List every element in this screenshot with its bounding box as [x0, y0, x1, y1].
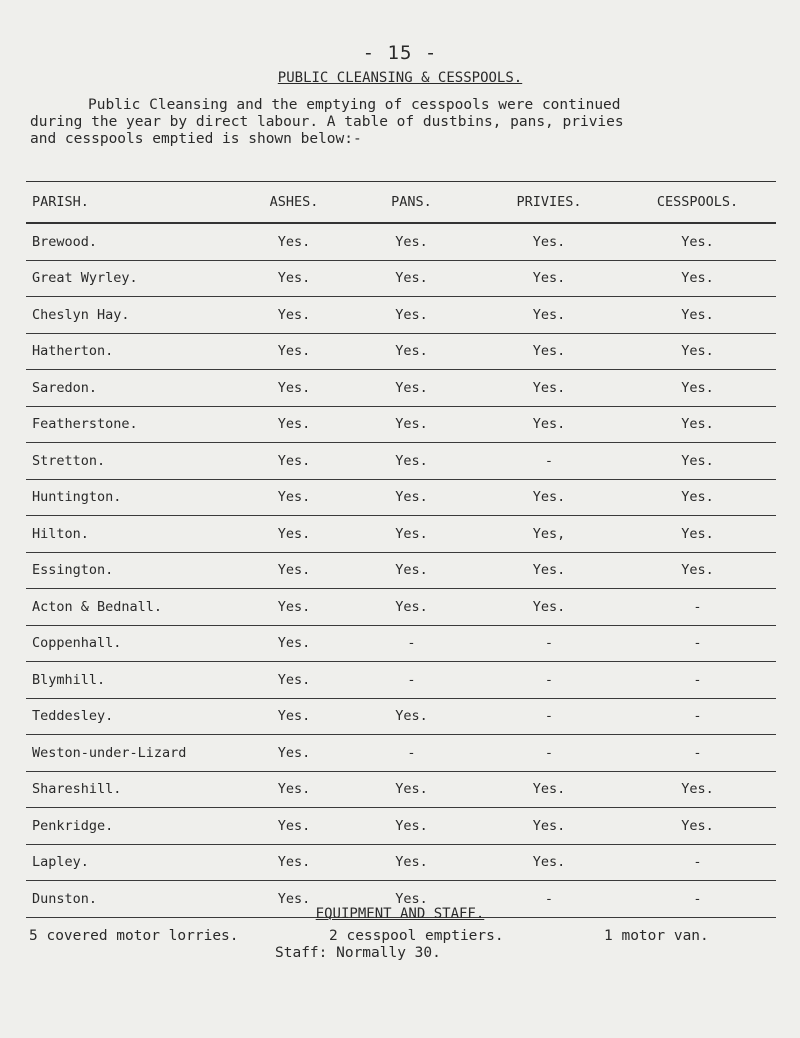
cell-ashes: Yes.: [244, 260, 344, 297]
cell-cesspools: Yes.: [619, 808, 776, 845]
cell-pans: Yes.: [344, 297, 479, 334]
cell-ashes: Yes.: [244, 333, 344, 370]
cell-privies: -: [479, 625, 619, 662]
table-row: [26, 333, 776, 370]
cell-pans: Yes.: [344, 516, 479, 553]
cell-cesspools: Yes.: [619, 260, 776, 297]
table-row: [26, 844, 776, 881]
cell-pans: Yes.: [344, 479, 479, 516]
cell-parish: Brewood.: [26, 223, 244, 260]
cell-ashes: Yes.: [244, 297, 344, 334]
cell-pans: Yes.: [344, 771, 479, 808]
cell-ashes: Yes.: [244, 370, 344, 407]
cell-pans: -: [344, 625, 479, 662]
cell-parish: Featherstone.: [26, 406, 244, 443]
cell-cesspools: Yes.: [619, 406, 776, 443]
table-row: [26, 223, 776, 260]
cell-parish: Coppenhall.: [26, 625, 244, 662]
cell-ashes: Yes.: [244, 771, 344, 808]
cell-privies: Yes.: [479, 297, 619, 334]
cell-cesspools: Yes.: [619, 370, 776, 407]
cell-parish: Cheslyn Hay.: [26, 297, 244, 334]
header-cesspools: CESSPOOLS.: [619, 182, 776, 224]
table-body: [26, 223, 776, 917]
intro-line: and cesspools emptied is shown below:-: [30, 131, 362, 147]
table-row: [26, 370, 776, 407]
cell-parish: Great Wyrley.: [26, 260, 244, 297]
cell-privies: Yes,: [479, 516, 619, 553]
cell-ashes: Yes.: [244, 662, 344, 699]
cell-pans: Yes.: [344, 223, 479, 260]
section-heading: PUBLIC CLEANSING & CESSPOOLS.: [277, 70, 523, 86]
cell-parish: Stretton.: [26, 443, 244, 480]
cell-pans: Yes.: [344, 443, 479, 480]
intro-paragraph: [30, 97, 790, 148]
cell-cesspools: Yes.: [619, 771, 776, 808]
cell-ashes: Yes.: [244, 443, 344, 480]
cell-privies: Yes.: [479, 808, 619, 845]
cell-parish: Huntington.: [26, 479, 244, 516]
cell-ashes: Yes.: [244, 223, 344, 260]
cell-privies: -: [479, 443, 619, 480]
table-row: [26, 260, 776, 297]
cleansing-table: [26, 181, 776, 918]
cell-pans: Yes.: [344, 698, 479, 735]
cell-cesspools: Yes.: [619, 552, 776, 589]
header-pans: PANS.: [344, 182, 479, 224]
cell-cesspools: -: [619, 698, 776, 735]
cell-privies: Yes.: [479, 370, 619, 407]
cell-privies: Yes.: [479, 552, 619, 589]
cell-ashes: Yes.: [244, 881, 344, 918]
cell-privies: Yes.: [479, 844, 619, 881]
cell-privies: -: [479, 698, 619, 735]
table-row: [26, 625, 776, 662]
cell-pans: Yes.: [344, 333, 479, 370]
cell-privies: Yes.: [479, 589, 619, 626]
cell-ashes: Yes.: [244, 844, 344, 881]
cell-privies: Yes.: [479, 479, 619, 516]
cell-ashes: Yes.: [244, 808, 344, 845]
cell-pans: Yes.: [344, 260, 479, 297]
cell-ashes: Yes.: [244, 735, 344, 772]
table-row: [26, 406, 776, 443]
cell-ashes: Yes.: [244, 406, 344, 443]
cell-pans: Yes.: [344, 808, 479, 845]
lorries-text: 5 covered motor lorries.: [29, 928, 239, 944]
cell-parish: Lapley.: [26, 844, 244, 881]
cell-cesspools: -: [619, 881, 776, 918]
cell-cesspools: -: [619, 735, 776, 772]
cell-ashes: Yes.: [244, 516, 344, 553]
cell-parish: Hilton.: [26, 516, 244, 553]
cell-parish: Teddesley.: [26, 698, 244, 735]
cell-privies: -: [479, 735, 619, 772]
table-row: [26, 662, 776, 699]
equipment-heading: EQUIPMENT AND STAFF.: [315, 906, 485, 922]
cell-privies: -: [479, 881, 619, 918]
header-ashes: ASHES.: [244, 182, 344, 224]
table-row: [26, 589, 776, 626]
intro-line: Public Cleansing and the emptying of cesspools were continued: [88, 97, 621, 113]
table-row: [26, 552, 776, 589]
cell-privies: Yes.: [479, 333, 619, 370]
cell-cesspools: -: [619, 589, 776, 626]
emptiers-text: 2 cesspool emptiers.: [329, 928, 504, 944]
cell-cesspools: Yes.: [619, 223, 776, 260]
cell-pans: Yes.: [344, 370, 479, 407]
table-row: [26, 808, 776, 845]
cell-cesspools: Yes.: [619, 516, 776, 553]
cell-privies: Yes.: [479, 406, 619, 443]
staff-text: Staff: Normally 30.: [275, 945, 441, 961]
table-row: [26, 771, 776, 808]
cell-cesspools: Yes.: [619, 333, 776, 370]
cell-ashes: Yes.: [244, 589, 344, 626]
cell-parish: Dunston.: [26, 881, 244, 918]
cell-pans: Yes.: [344, 406, 479, 443]
intro-line: during the year by direct labour. A table of dustbins, pans, privies: [30, 114, 624, 130]
table-row: [26, 297, 776, 334]
header-privies: PRIVIES.: [479, 182, 619, 224]
cell-parish: Penkridge.: [26, 808, 244, 845]
cell-cesspools: -: [619, 662, 776, 699]
page-number: - 15 -: [362, 42, 438, 64]
cell-ashes: Yes.: [244, 479, 344, 516]
cell-cesspools: Yes.: [619, 297, 776, 334]
cell-pans: Yes.: [344, 844, 479, 881]
cell-parish: Shareshill.: [26, 771, 244, 808]
cell-parish: Essington.: [26, 552, 244, 589]
cell-privies: -: [479, 662, 619, 699]
table-row: [26, 735, 776, 772]
cell-parish: Saredon.: [26, 370, 244, 407]
cell-parish: Acton & Bednall.: [26, 589, 244, 626]
cell-cesspools: -: [619, 625, 776, 662]
cell-cesspools: Yes.: [619, 479, 776, 516]
cell-pans: -: [344, 735, 479, 772]
cell-pans: Yes.: [344, 881, 479, 918]
cell-pans: Yes.: [344, 552, 479, 589]
cell-ashes: Yes.: [244, 552, 344, 589]
cell-ashes: Yes.: [244, 625, 344, 662]
cell-ashes: Yes.: [244, 698, 344, 735]
equipment-line: [29, 928, 709, 944]
van-text: 1 motor van.: [604, 928, 709, 944]
cell-privies: Yes.: [479, 260, 619, 297]
cell-parish: Weston-under-Lizard: [26, 735, 244, 772]
table-row: [26, 698, 776, 735]
table-header-row: [26, 182, 776, 224]
cell-privies: Yes.: [479, 223, 619, 260]
table-row: [26, 443, 776, 480]
cell-privies: Yes.: [479, 771, 619, 808]
cell-pans: -: [344, 662, 479, 699]
cell-cesspools: Yes.: [619, 443, 776, 480]
cell-cesspools: -: [619, 844, 776, 881]
header-parish: PARISH.: [26, 182, 244, 224]
table-row: [26, 516, 776, 553]
cell-pans: Yes.: [344, 589, 479, 626]
table-row: [26, 479, 776, 516]
cell-parish: Hatherton.: [26, 333, 244, 370]
cell-parish: Blymhill.: [26, 662, 244, 699]
